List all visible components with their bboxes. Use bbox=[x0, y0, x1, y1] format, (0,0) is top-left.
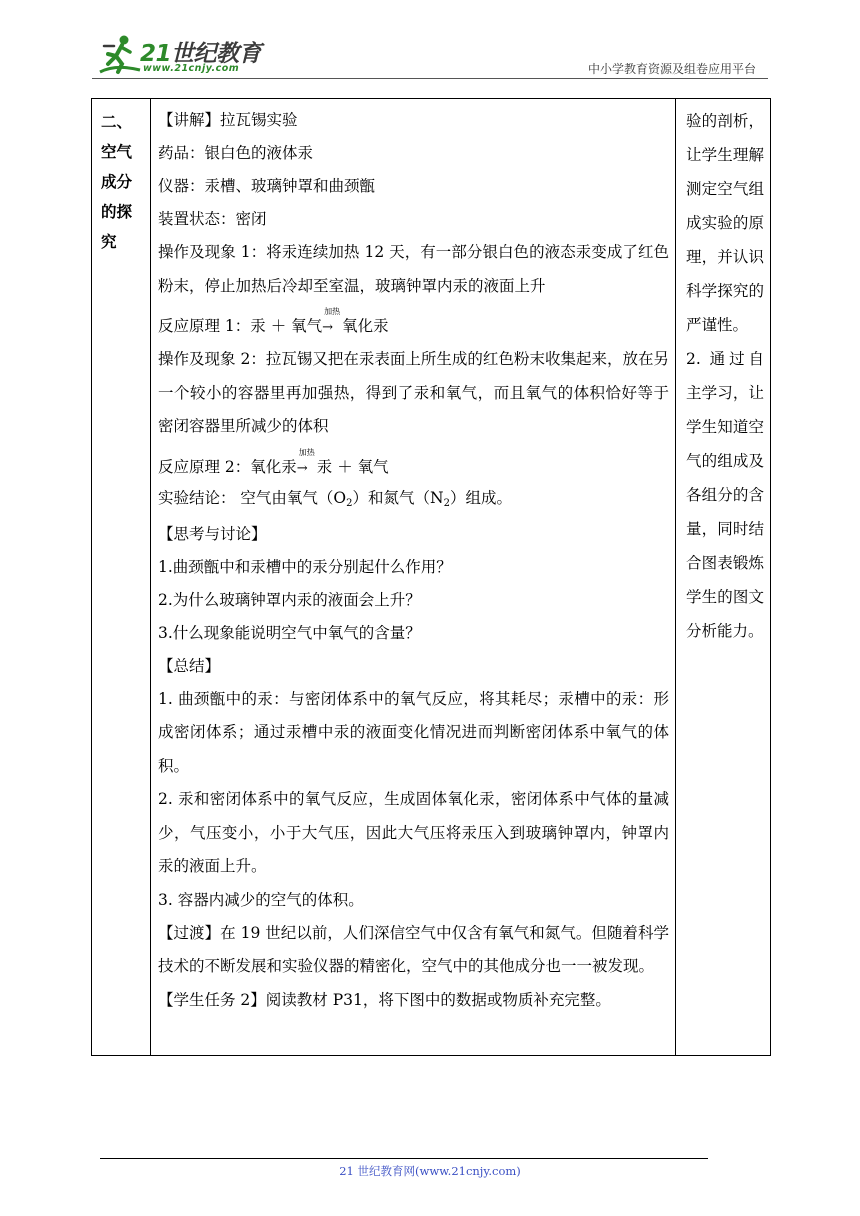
reaction-2-equation bbox=[158, 444, 669, 484]
reaction-2-products: 汞 ＋ 氧气 bbox=[316, 457, 389, 476]
table-row bbox=[92, 99, 771, 1056]
conclusion-line bbox=[158, 484, 669, 518]
conclusion-text: 实验结论： 空气由氧气（O bbox=[158, 488, 347, 507]
question-2: 2.为什么玻璃钟罩内汞的液面会上升？ bbox=[158, 590, 421, 609]
section-title-line: 二、 bbox=[101, 113, 133, 131]
section-title-line: 究 bbox=[101, 233, 117, 251]
right-arrow-icon: → bbox=[322, 320, 334, 335]
reaction-1-reactants: 反应原理 1：汞 ＋ 氧气 bbox=[158, 317, 323, 335]
lesson-table bbox=[91, 98, 771, 1056]
transition-paragraph: 【过渡】在 19 世纪以前，人们深信空气中仅含有氧气和氮气。但随着科学技术的不断发展和实验仪器的精密化，空气中的其他成分也一一被发现。 bbox=[158, 923, 669, 975]
brand-number: 21 bbox=[140, 41, 172, 67]
summary-2: 2. 汞和密闭体系中的氧气反应，生成固体氧化汞，密闭体系中气体的量减少，气压变小，小于大气压，因此大气压将汞压入到玻璃钟罩内，钟罩内汞的液面上升。 bbox=[158, 790, 669, 875]
apparatus-line: 仪器：汞槽、玻璃钟罩和曲颈甑 bbox=[158, 177, 376, 195]
operation-1-paragraph: 操作及现象 1：将汞连续加热 12 天，有一部分银白色的液态汞变成了红色粉末，停止加热后冷却至室温，玻璃钟罩内汞的液面上升 bbox=[158, 243, 669, 295]
platform-caption: 中小学教育资源及组卷应用平台 bbox=[587, 62, 756, 76]
right-arrow-icon: → bbox=[296, 460, 308, 476]
runner-logo-icon bbox=[96, 34, 142, 78]
intent-cell bbox=[676, 99, 771, 1056]
section-title-line: 的探 bbox=[101, 203, 133, 221]
student-task-2: 【学生任务 2】阅读教材 P31，将下图中的数据或物质补充完整。 bbox=[158, 990, 611, 1009]
content-cell bbox=[151, 99, 676, 1056]
summary-3: 3. 容器内减少的空气的体积。 bbox=[158, 890, 364, 909]
footer-divider bbox=[100, 1158, 708, 1159]
summary-heading: 【总结】 bbox=[158, 656, 221, 675]
discussion-heading: 【思考与讨论】 bbox=[158, 524, 267, 543]
reaction-2-reactants: 反应原理 2：氧化汞 bbox=[158, 457, 297, 476]
conclusion-text: ）组成。 bbox=[449, 488, 512, 507]
section-cell bbox=[92, 99, 151, 1056]
reaction-1-product: 氧化汞 bbox=[342, 317, 389, 335]
reaction-1-equation bbox=[158, 303, 669, 343]
site-logo bbox=[96, 34, 266, 78]
subscript: 2 bbox=[346, 497, 353, 509]
page-header bbox=[0, 0, 860, 80]
section-title bbox=[92, 99, 150, 257]
heating-condition: 加热 bbox=[324, 307, 341, 316]
footer-link[interactable]: 21 世纪教育网(www.21cnjy.com) bbox=[339, 1164, 521, 1178]
section-title-line: 空气 bbox=[101, 143, 133, 161]
reaction-arrow bbox=[322, 307, 342, 335]
question-3: 3.什么现象能说明空气中氧气的含量？ bbox=[158, 623, 421, 642]
intent-paragraph-1: 验的剖析，让学生理解测定空气组成实验的原理，并认识科学探究的严谨性。 bbox=[686, 112, 764, 334]
brand-text: 世纪教育 bbox=[171, 41, 262, 67]
brand-url: www.21cnjy.com bbox=[143, 63, 240, 74]
intent-paragraph-2: 2. 通过自主学习，让学生知道空气的组成及各组分的含量，同时结合图表锻炼学生的图文分析能力。 bbox=[686, 350, 764, 640]
heating-condition: 加热 bbox=[298, 447, 315, 457]
device-state-line: 装置状态：密闭 bbox=[158, 210, 267, 228]
summary-1: 1. 曲颈甑中的汞：与密闭体系中的氧气反应，将其耗尽；汞槽中的汞：形成密闭体系；通过汞槽中汞的液面变化情况进而判断密闭体系中氧气的体积。 bbox=[158, 689, 669, 775]
section-title-line: 成分 bbox=[101, 173, 133, 191]
operation-2-paragraph: 操作及现象 2：拉瓦锡又把在汞表面上所生成的红色粉末收集起来，放在另一个较小的容器里再加强热，得到了汞和氧气，而且氧气的体积恰好等于密闭容器里所减少的体积 bbox=[158, 350, 669, 435]
conclusion-text: ）和氮气（N bbox=[352, 488, 444, 507]
header-divider bbox=[92, 78, 768, 79]
lecture-heading: 【讲解】拉瓦锡实验 bbox=[158, 111, 298, 129]
reagent-line: 药品：银白色的液体汞 bbox=[158, 144, 314, 162]
question-1: 1.曲颈甑中和汞槽中的汞分别起什么作用？ bbox=[158, 557, 452, 576]
teaching-content bbox=[151, 99, 675, 1017]
design-intent bbox=[676, 99, 770, 648]
subscript: 2 bbox=[443, 497, 450, 509]
reaction-arrow bbox=[296, 447, 317, 476]
